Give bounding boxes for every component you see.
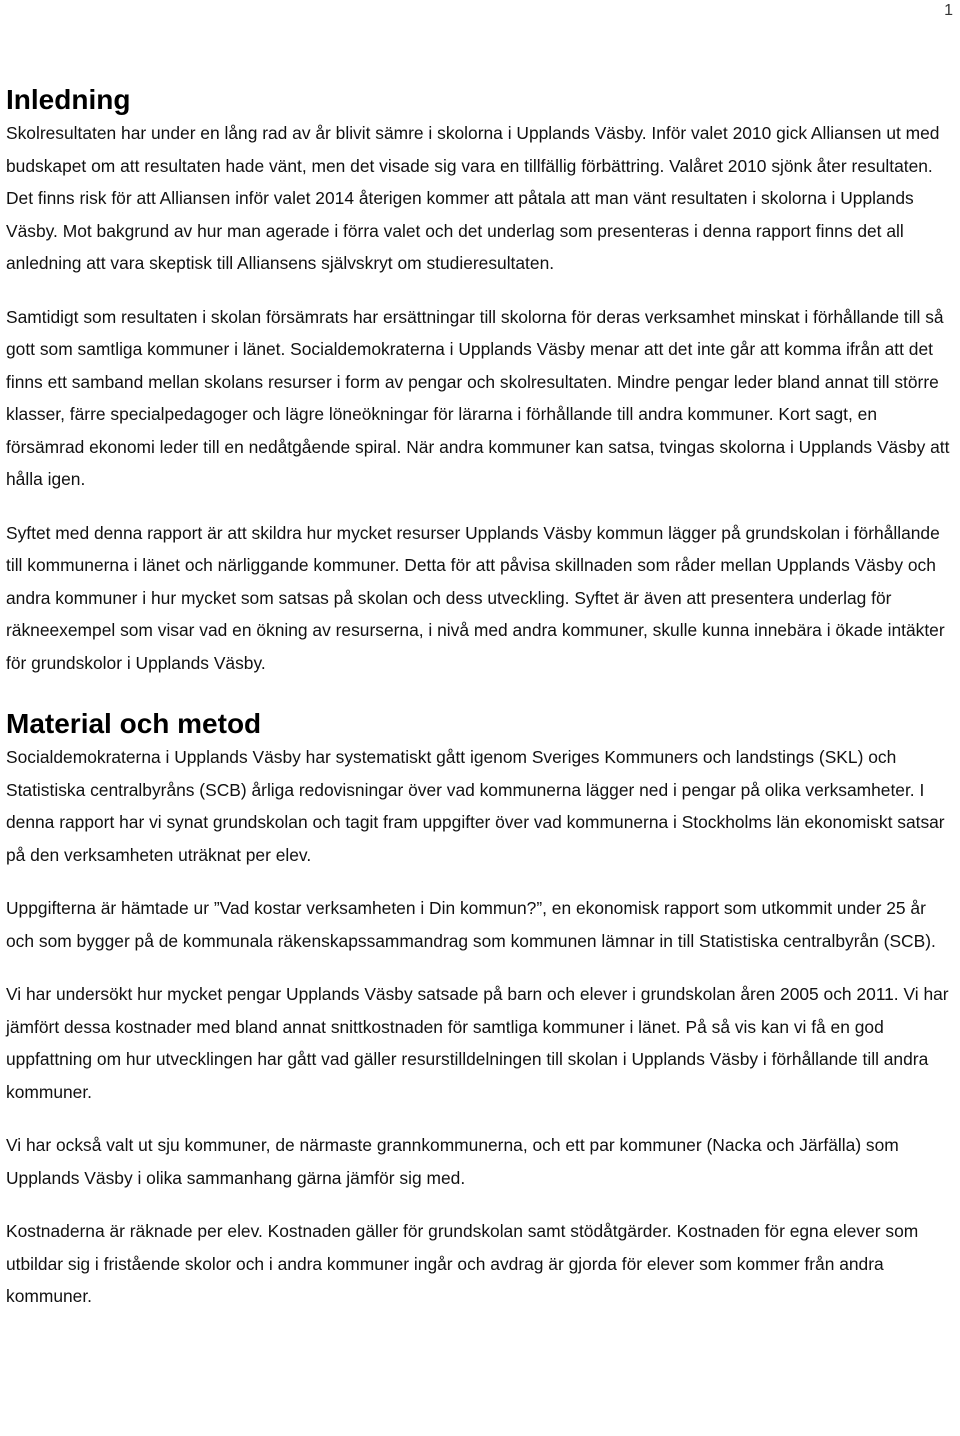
paragraph: Vi har också valt ut sju kommuner, de närmaste grannkommunerna, och ett par kommuner (Nacka och Järfälla) som Upplands Väsby i olika sammanhang gärna jämför sig med.: [6, 1135, 899, 1188]
paragraph: Uppgifterna är hämtade ur ”Vad kostar verksamheten i Din kommun?”, en ekonomisk rapport som utkommit under 25 år och som bygger på de kommunala räkenskapssammandrag som kommunen lämnar in till Statistiska centralbyrån (SCB).: [6, 898, 936, 951]
section-heading-inledning: Inledning: [6, 84, 131, 115]
paragraph: Samtidigt som resultaten i skolan försämrats har ersättningar till skolorna för deras verksamhet minskat i förhållande till så gott som samtliga kommuner i länet. Socialdemokraterna i Upplands Väsby menar att det inte går att komma ifrån att det finns ett samband mellan skolans resurser i form av pengar och skolresultaten. Mindre pengar leder bland annat till större klasser, färre specialpedagoger och lägre löneökningar för lärarna i förhållande till andra kommuner. Kort sagt, en försämrad ekonomi leder till en nedåtgående spiral. När andra kommuner kan satsa, tvingas skolorna i Upplands Väsby att hålla igen.: [6, 306, 950, 489]
paragraph: Skolresultaten har under en lång rad av år blivit sämre i skolorna i Upplands Väsby. Inför valet 2010 gick Alliansen ut med budskapet om att resultaten hade vänt, men det visade sig vara en tillfällig förbättring. Valåret 2010 sjönk åter resultaten. Det finns risk för att Alliansen inför valet 2014 återigen kommer att påtala att man vänt resultaten i skolorna i Upplands Väsby. Mot bakgrund av hur man agerade i förra valet och det underlag som presenteras i denna rapport finns det all anledning att vara skeptisk till Alliansens självskryt om studieresultaten.: [6, 123, 940, 273]
page-number: 1: [944, 2, 953, 19]
paragraph: Socialdemokraterna i Upplands Väsby har systematiskt gått igenom Sveriges Kommuners och landstings (SKL) och Statistiska centralbyråns (SCB) årliga redovisningar över vad kommunerna lägger ned i pengar på olika verksamheter. I denna rapport har vi synat grundskolan och tagit fram uppgifter över vad kommunerna i Stockholms län ekonomiskt satsar på den verksamheten uträknat per elev.: [6, 747, 945, 865]
paragraph: Vi har undersökt hur mycket pengar Upplands Väsby satsade på barn och elever i grundskolan åren 2005 och 2011. Vi har jämfört dessa kostnader med bland annat snittkostnaden för samtliga kommuner i länet. På så vis kan vi få en god uppfattning om hur utvecklingen har gått vad gäller resurstilldelningen till skolan i Upplands Väsby i förhållande till andra kommuner.: [6, 984, 949, 1102]
document-body: [6, 83, 958, 1313]
paragraph: Kostnaderna är räknade per elev. Kostnaden gäller för grundskolan samt stödåtgärder. Kostnaden för egna elever som utbildar sig i fristående skolor och i andra kommuner ingår och avdrag är gjorda för elever som kommer från andra kommuner.: [6, 1221, 919, 1306]
paragraph: Syftet med denna rapport är att skildra hur mycket resurser Upplands Väsby kommun lägger på grundskolan i förhållande till kommunerna i länet och närliggande kommuner. Detta för att påvisa skillnaden som råder mellan Upplands Väsby och andra kommuner i hur mycket som satsas på skolan och dess utveckling. Syftet är även att presentera underlag för räkneexempel som visar vad en ökning av resurserna, i nivå med andra kommuner, skulle kunna innebära i ökade intäkter för grundskolor i Upplands Väsby.: [6, 522, 945, 673]
section-heading-material-och-metod: Material och metod: [6, 708, 262, 739]
